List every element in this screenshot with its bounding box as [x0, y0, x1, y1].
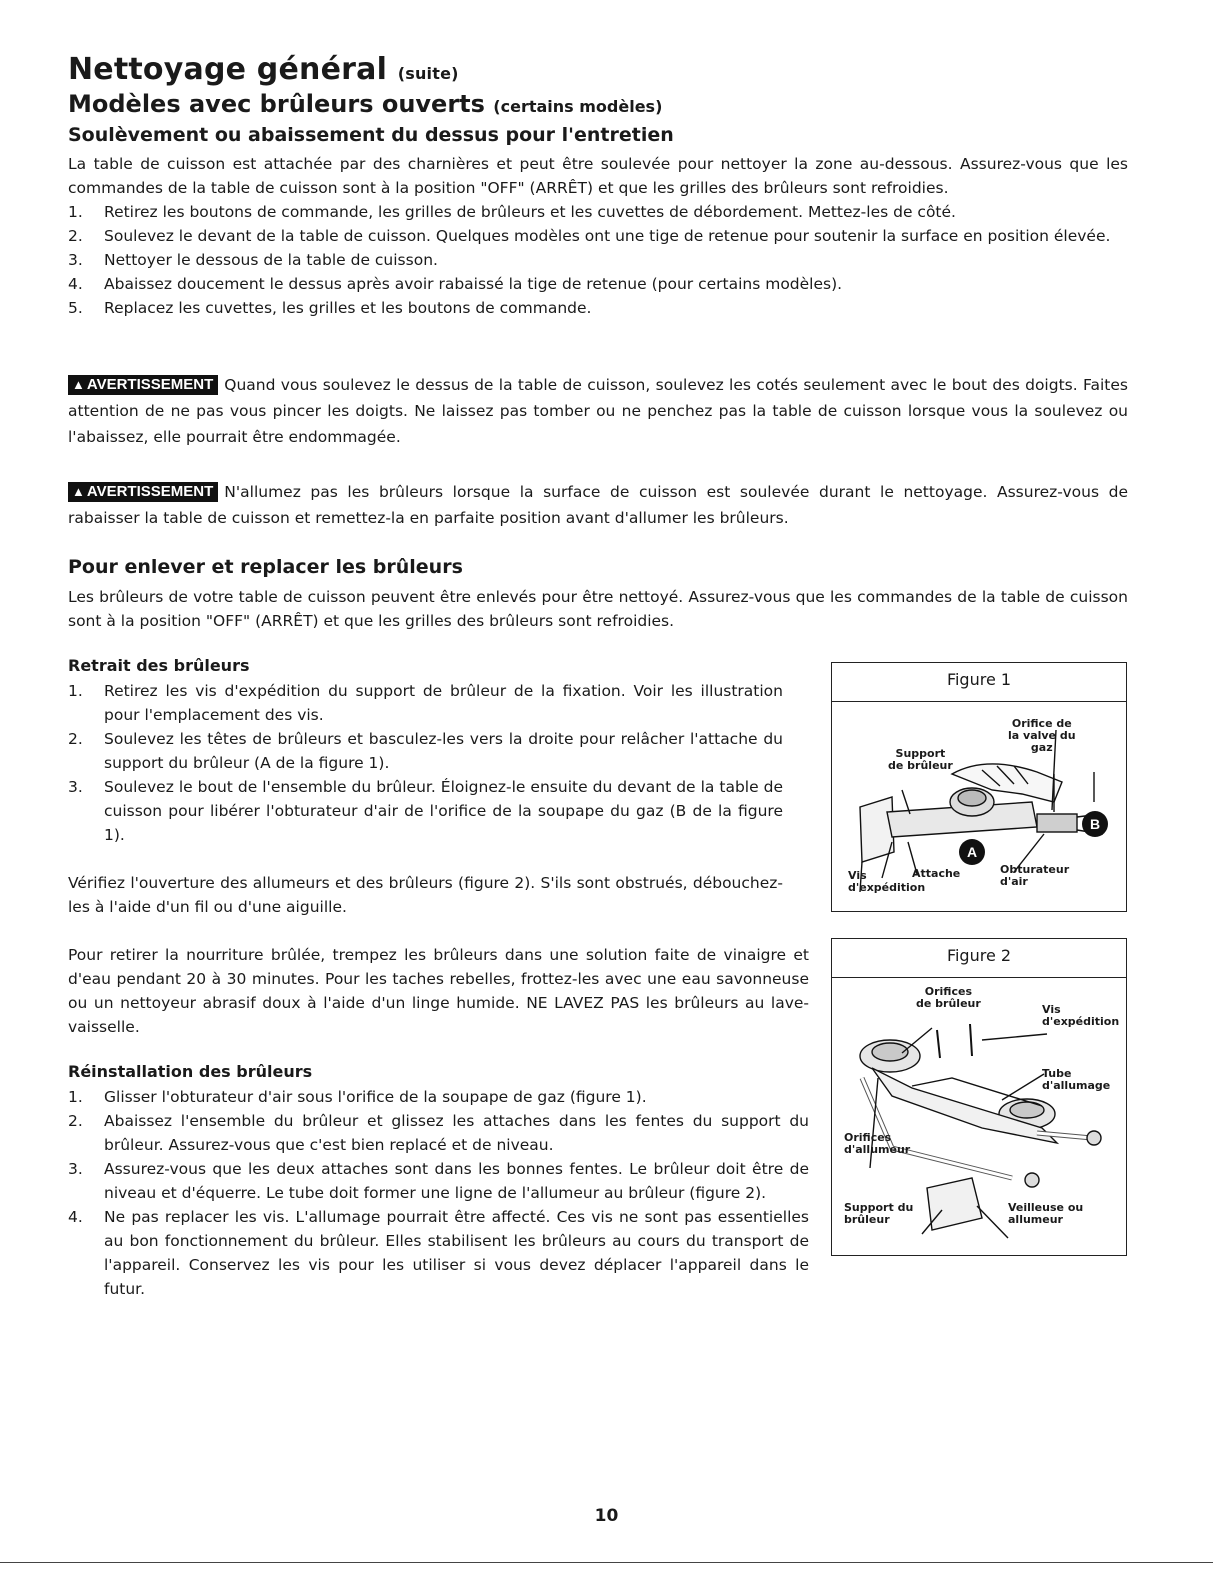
list-item [68, 296, 1128, 320]
check-paragraph: Vérifiez l'ouverture des allumeurs et des brûleurs (figure 2). S'ils sont obstrués, débouchez-les à l'aide d'un fil ou d'une aiguille. [68, 874, 783, 916]
step-text: Soulevez les têtes de brûleurs et basculez-les vers la droite pour relâcher l'attache du support du brûleur (A de la figure 1). [104, 730, 783, 772]
step-number: 4. [68, 275, 83, 293]
step-text: Abaissez l'ensemble du brûleur et glissez les attaches dans les fentes du support du brûleur. Assurez-vous que c'est bien replacé et de niveau. [104, 1112, 809, 1154]
figure-2-illustration [832, 978, 1126, 1256]
step-text: Abaissez doucement le dessus après avoir rabaissé la tige de retenue (pour certains modèles). [104, 275, 843, 293]
label-burner-support: Support de brûleur [888, 747, 953, 772]
step-number: 1. [68, 1088, 83, 1106]
step-text: Retirez les vis d'expédition du support de brûleur de la fixation. Voir les illustration pour l'emplacement des vis. [104, 682, 783, 724]
list-item [68, 1157, 809, 1205]
step-number: 3. [68, 251, 83, 269]
label-pilot-ignitor: Veilleuse ou allumeur [1008, 1201, 1084, 1226]
list-item [68, 248, 1128, 272]
label-ignitor-orifices: Orifices d'allumeur [844, 1131, 911, 1156]
figure-1-illustration [832, 702, 1126, 912]
step-text: Replacez les cuvettes, les grilles et les boutons de commande. [104, 299, 592, 317]
step-number: 3. [68, 1160, 83, 1178]
list-item [68, 727, 783, 775]
list-item [68, 679, 783, 727]
page-subtitle-main: Modèles avec brûleurs ouverts [68, 90, 485, 118]
section1-intro: La table de cuisson est attachée par des charnières et peut être soulevée pour nettoyer la zone au-dessous. Assurez-vous que les commandes de la table de cuisson sont à la position "OFF" (ARRÊT) et que les grilles des brûleurs sont refroidies. [68, 155, 1128, 197]
step-number: 1. [68, 203, 83, 221]
warning-text: N'allumez pas les brûleurs lorsque la surface de cuisson est soulevée durant le nettoyage. Assurez-vous de rabaisser la table de cuisson et remettez-la en parfaite position avant d'allumer les brûleurs. [68, 483, 1128, 527]
warning-2 [68, 479, 1128, 531]
page-subtitle-suffix: (certains modèles) [493, 97, 663, 116]
label-attache: Attache [912, 867, 961, 880]
warning-triangle-icon: ▲ [72, 377, 85, 392]
label-burner-support: Support du brûleur [844, 1201, 914, 1226]
step-number: 4. [68, 1208, 83, 1226]
step-text: Soulevez le devant de la table de cuisson. Quelques modèles ont une tige de retenue pour soutenir la surface en position élevée. [104, 227, 1111, 245]
step-text: Soulevez le bout de l'ensemble du brûleur. Éloignez-le ensuite du devant de la table de cuisson pour libérer l'obturateur d'air de l'orifice de la soupape du gaz (B de la figure 1). [104, 778, 783, 844]
step-number: 2. [68, 1112, 83, 1130]
reinstall-steps [68, 1085, 809, 1301]
step-number: 3. [68, 778, 83, 796]
page-title-main: Nettoyage général [68, 52, 388, 87]
label-orifice-valve: Orifice de la valve du gaz [1008, 717, 1076, 754]
label-shipping-screw: Vis d'expédition [848, 869, 926, 894]
list-item [68, 272, 1128, 296]
step-number: 1. [68, 682, 83, 700]
label-ignition-tube: Tube d'allumage [1042, 1067, 1111, 1092]
warning-triangle-icon: ▲ [72, 484, 85, 499]
page-subtitle [68, 90, 662, 118]
label-shipping-screw: Vis d'expédition [1042, 1003, 1120, 1028]
step-text: Assurez-vous que les deux attaches sont dans les bonnes fentes. Le brûleur doit être de niveau et d'équerre. Le tube doit former une ligne de l'allumeur au brûleur (figure 2). [104, 1160, 809, 1202]
figure-1-title: Figure 1 [832, 663, 1126, 702]
list-item [68, 224, 1128, 248]
section2-heading: Pour enlever et replacer les brûleurs [68, 556, 463, 578]
list-item [68, 775, 783, 847]
page-title-suffix: (suite) [397, 64, 459, 83]
list-item [68, 200, 1128, 224]
page-number: 10 [594, 1506, 619, 1526]
label-air-shutter: Obturateur d'air [1000, 863, 1070, 888]
callout-a: A [966, 844, 978, 860]
list-item [68, 1109, 809, 1157]
clean-paragraph: Pour retirer la nourriture brûlée, trempez les brûleurs dans une solution faite de vinaigre et d'eau pendant 20 à 30 minutes. Pour les taches rebelles, frottez-les avec une eau savonneuse ou un nettoyeur abrasif doux à l'aide d'un linge humide. NE LAVEZ PAS les brûleurs au lave-vaisselle. [68, 946, 809, 1036]
warning-badge: ▲ AVERTISSEMENT [68, 375, 218, 395]
step-number: 2. [68, 730, 83, 748]
callout-b: B [1089, 816, 1101, 832]
label-burner-orifices: Orifices de brûleur [916, 985, 981, 1010]
page-title [68, 52, 459, 87]
figure-1 [831, 662, 1127, 912]
removal-steps [68, 679, 783, 847]
reinstall-heading: Réinstallation des brûleurs [68, 1062, 313, 1081]
step-number: 2. [68, 227, 83, 245]
list-item [68, 1085, 809, 1109]
warning-text: Quand vous soulevez le dessus de la table de cuisson, soulevez les cotés seulement avec le bout des doigts. Faites attention de ne pas vous pincer les doigts. Ne laissez pas tomber ou ne penchez pas la table de cuisson lorsque vous la soulevez ou l'abaissez, elle pourrait être endommagée. [68, 376, 1128, 446]
step-text: Nettoyer le dessous de la table de cuisson. [104, 251, 438, 269]
section2-intro: Les brûleurs de votre table de cuisson peuvent être enlevés pour être nettoyé. Assurez-vous que les commandes de la table de cuisson sont à la position "OFF" (ARRÊT) et que les grilles des brûleurs sont refroidies. [68, 588, 1128, 630]
step-number: 5. [68, 299, 83, 317]
warning-1 [68, 372, 1128, 450]
step-text: Retirez les boutons de commande, les grilles de brûleurs et les cuvettes de débordement. Mettez-les de côté. [104, 203, 956, 221]
list-item [68, 1205, 809, 1301]
figure-2-title: Figure 2 [832, 939, 1126, 978]
section1-steps [68, 200, 1128, 320]
section1-heading: Soulèvement ou abaissement du dessus pour l'entretien [68, 124, 674, 146]
step-text: Glisser l'obturateur d'air sous l'orifice de la soupape de gaz (figure 1). [104, 1088, 647, 1106]
bottom-rule [0, 1562, 1213, 1563]
figure-2 [831, 938, 1127, 1256]
removal-heading: Retrait des brûleurs [68, 656, 250, 675]
warning-badge: ▲ AVERTISSEMENT [68, 482, 218, 502]
step-text: Ne pas replacer les vis. L'allumage pourrait être affecté. Ces vis ne sont pas essentielles au bon fonctionnement du brûleur. Elles stabilisent les brûleurs au cours du transport de l'appareil. Conservez les vis pour les utiliser si vous devez déplacer l'appareil dans le futur. [104, 1208, 809, 1298]
